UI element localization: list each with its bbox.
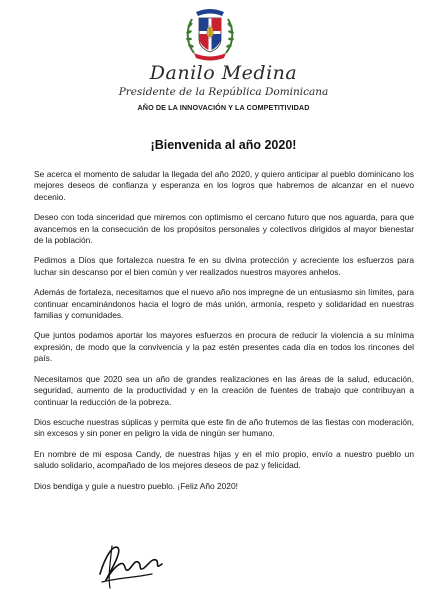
- paragraph-2: Deseo con toda sinceridad que miremos con optimismo el cercano futuro que nos aguarda, para que avancemos en la consecución de los propósitos personales y colectivos dirigidos al mayor bienestar de la población.: [34, 212, 414, 246]
- letterhead-motto: AÑO DE LA INNOVACIÓN Y LA COMPETITIVIDAD: [137, 103, 310, 112]
- paragraph-4: Además de fortaleza, necesitamos que el nuevo año nos impregne de un entusiasmo sin límites, para continuar encaminándonos hacia el logro de más unión, armonía, respeto y solidaridad en nuestras familias y comunidades.: [34, 287, 414, 321]
- letter-title: ¡Bienvenida al año 2020!: [150, 138, 297, 152]
- paragraph-3: Pedimos a Dios que fortalezca nuestra fe en su divina protección y acreciente los esfuerzos para luchar sin descanso por el bien común y ver realizados nuestros mayores anhelos.: [34, 255, 414, 277]
- paragraph-1: Se acerca el momento de saludar la llegada del año 2020, y quiero anticipar al pueblo dominicano los mejores deseos de confianza y esperanza en los logros que habremos de alcanzar en el nuevo decenio.: [34, 169, 414, 202]
- paragraph-8: En nombre de mi esposa Candy, de nuestras hijas y en el mío propio, envío a nuestro pueblo un saludo solidario, acompañado de los mejores deseos de paz y felicidad.: [34, 448, 414, 471]
- letter-body: [34, 169, 414, 492]
- letterhead-name: Danilo Medina: [149, 62, 298, 84]
- handwritten-signature: [92, 534, 172, 594]
- closing-line: Dios bendiga y guíe a nuestro pueblo. ¡Feliz Año 2020!: [34, 480, 238, 491]
- paragraph-6: Necesitamos que 2020 sea un año de grandes realizaciones en las áreas de la salud, educación, seguridad, aumento de la productividad y en la creación de fuentes de trabajo que contribuyan a continuar la reducción de la pobreza.: [34, 373, 414, 407]
- paragraph-7: Dios escuche nuestras súplicas y permita que este fin de año frutemos de las fiestas con moderación, sin excesos y sin poner en peligro la vida de ningún ser humano.: [34, 416, 414, 439]
- letterhead-role: Presidente de la República Dominicana: [118, 86, 329, 98]
- coat-of-arms-seal: [180, 3, 240, 63]
- paragraph-5: Que juntos podamos aportar los mayores esfuerzos en procura de reducir la violencia a su mínima expresión, de modo que la convivencia y la paz estén presentes cada día en todos los rincones del país.: [34, 330, 414, 364]
